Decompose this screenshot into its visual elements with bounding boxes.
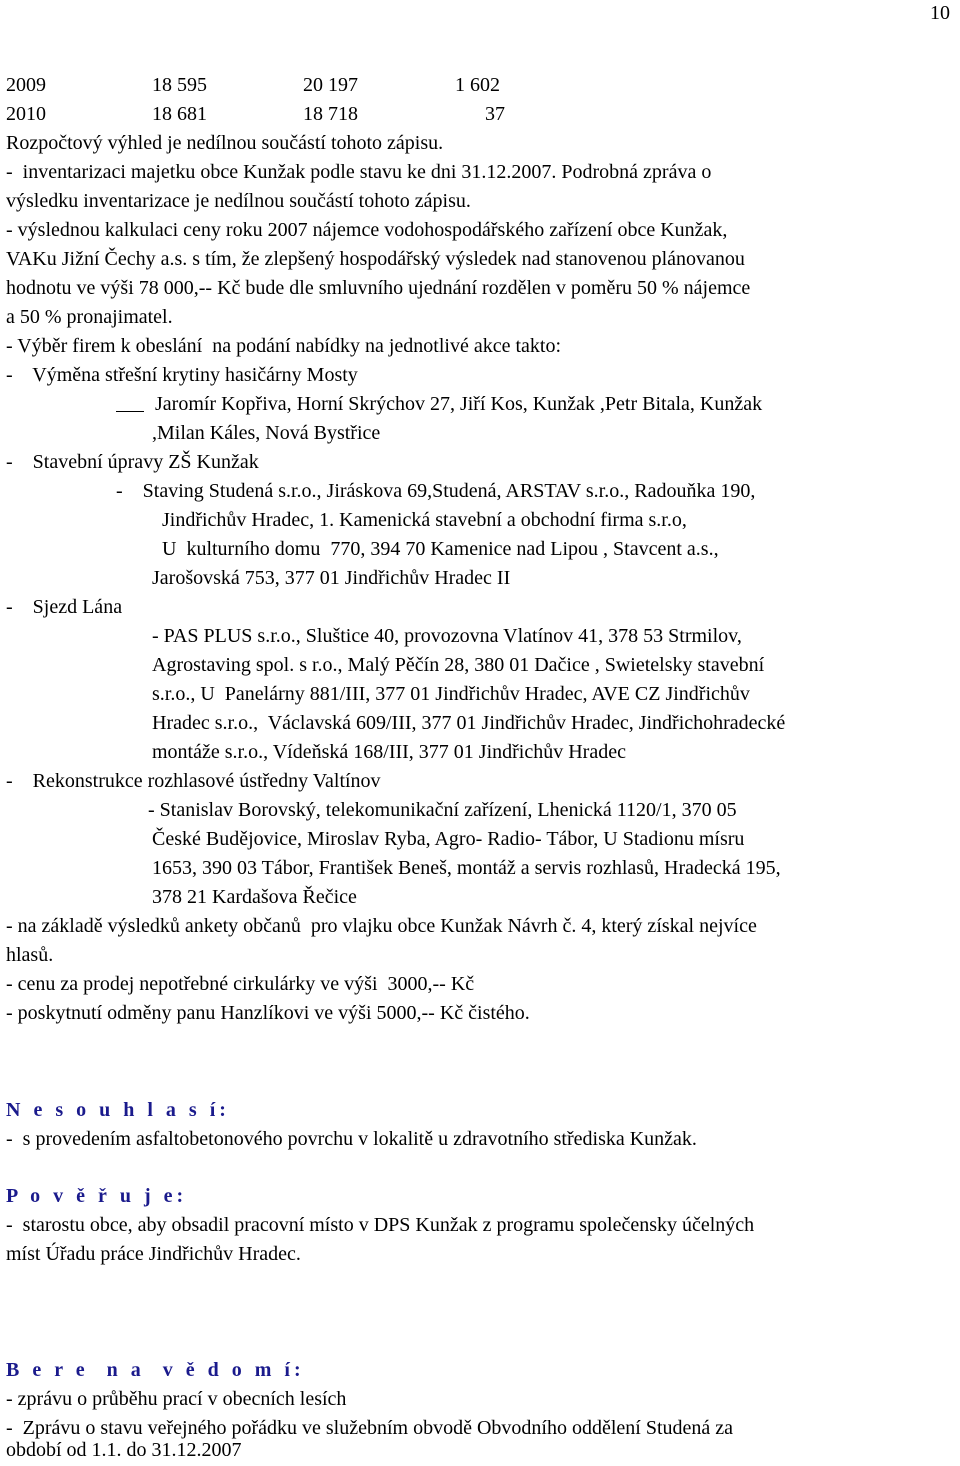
contractor-line: Jaromír Kopřiva, Horní Skrýchov 27, Jiří Kos, Kunžak ,Petr Bitala, Kunžak <box>155 393 763 415</box>
text-line: hodnotu ve výši 78 000,-- Kč bude dle smluvního ujednání rozdělen v poměru 50 % nájemce <box>6 277 751 299</box>
section-heading: P o v ě ř u j e: <box>6 1185 188 1207</box>
contractor-line: Agrostaving spol. s r.o., Malý Pěčín 28, 380 01 Dačice , Swietelsky stavební <box>152 654 765 676</box>
section-heading: N e s o u h l a s í: <box>6 1099 230 1121</box>
text-line: období od 1.1. do 31.12.2007 <box>6 1439 242 1461</box>
contractor-line: montáže s.r.o., Vídeňská 168/III, 377 01 Jindřichův Hradec <box>152 741 626 763</box>
contractor-line: České Budějovice, Miroslav Ryba, Agro- Radio- Tábor, U Stadionu mísru <box>152 828 745 850</box>
text-line: - inventarizaci majetku obce Kunžak podle stavu ke dni 31.12.2007. Podrobná zpráva o <box>6 161 712 183</box>
list-item: - Stavební úpravy ZŠ Kunžak <box>6 451 259 473</box>
contractor-line: U kulturního domu 770, 394 70 Kamenice nad Lipou , Stavcent a.s., <box>162 538 719 560</box>
text-line: hlasů. <box>6 944 54 966</box>
contractor-line: Hradec s.r.o., Václavská 609/III, 377 01 Jindřichův Hradec, Jindřichohradecké <box>152 712 786 734</box>
text-line: - na základě výsledků ankety občanů pro vlajku obce Kunžak Návrh č. 4, který získal nejvíce <box>6 915 757 937</box>
text-line: - výslednou kalkulaci ceny roku 2007 nájemce vodohospodářského zařízení obce Kunžak, <box>6 219 728 241</box>
budget-value: 20 197 <box>303 74 358 96</box>
text-line: - s provedením asfaltobetonového povrchu v lokalitě u zdravotního střediska Kunžak. <box>6 1128 697 1150</box>
budget-value: 1 602 <box>455 74 500 96</box>
page-number: 10 <box>930 2 950 24</box>
text-line: míst Úřadu práce Jindřichův Hradec. <box>6 1243 301 1265</box>
contractor-line: s.r.o., U Panelárny 881/III, 377 01 Jindřichův Hradec, AVE CZ Jindřichův <box>152 683 750 705</box>
budget-value: 18 595 <box>152 74 207 96</box>
budget-value: 18 681 <box>152 103 207 125</box>
contractor-line: Jarošovská 753, 377 01 Jindřichův Hradec II <box>152 567 511 589</box>
contractor-line: 378 21 Kardašova Řečice <box>152 886 357 908</box>
budget-value: 18 718 <box>303 103 358 125</box>
contractor-line: Jindřichův Hradec, 1. Kamenická stavební a obchodní firma s.r.o, <box>162 509 687 531</box>
text-line: - cenu za prodej nepotřebné cirkulárky ve výši 3000,-- Kč <box>6 973 475 995</box>
contractor-line: - PAS PLUS s.r.o., Sluštice 40, provozovna Vlatínov 41, 378 53 Strmilov, <box>152 625 742 647</box>
contractor-line: - Staving Studená s.r.o., Jiráskova 69,Studená, ARSTAV s.r.o., Radouňka 190, <box>116 480 756 502</box>
budget-year: 2010 <box>6 103 46 125</box>
budget-year: 2009 <box>6 74 46 96</box>
text-line: výsledku inventarizace je nedílnou součástí tohoto zápisu. <box>6 190 471 212</box>
text-line: - Výběr firem k obeslání na podání nabídky na jednotlivé akce takto: <box>6 335 562 357</box>
budget-value: 37 <box>485 103 505 125</box>
list-item: - Rekonstrukce rozhlasové ústředny Valtínov <box>6 770 381 792</box>
list-item: - Výměna střešní krytiny hasičárny Mosty <box>6 364 358 386</box>
text-line: a 50 % pronajimatel. <box>6 306 173 328</box>
list-item: - Sjezd Lána <box>6 596 123 618</box>
text-line: Rozpočtový výhled je nedílnou součástí tohoto zápisu. <box>6 132 444 154</box>
text-line: - Zprávu o stavu veřejného pořádku ve služebním obvodě Obvodního oddělení Studená za <box>6 1417 734 1439</box>
section-heading: B e r e n a v ě d o m í: <box>6 1359 305 1381</box>
contractor-line: ,Milan Káles, Nová Bystřice <box>152 422 381 444</box>
text-line: - poskytnutí odměny panu Hanzlíkovi ve výši 5000,-- Kč čistého. <box>6 1002 530 1024</box>
text-line: VAKu Jižní Čechy a.s. s tím, že zlepšený hospodářský výsledek nad stanovenou plánovanou <box>6 248 745 270</box>
contractor-line: - Stanislav Borovský, telekomunikační zařízení, Lhenická 1120/1, 370 05 <box>148 799 737 821</box>
contractor-line: 1653, 390 03 Tábor, František Beneš, montáž a servis rozhlasů, Hradecká 195, <box>152 857 781 879</box>
text-line: - zprávu o průběhu prací v obecních lesích <box>6 1388 347 1410</box>
dash-bullet <box>116 411 144 412</box>
text-line: - starostu obce, aby obsadil pracovní místo v DPS Kunžak z programu společensky účelných <box>6 1214 755 1236</box>
